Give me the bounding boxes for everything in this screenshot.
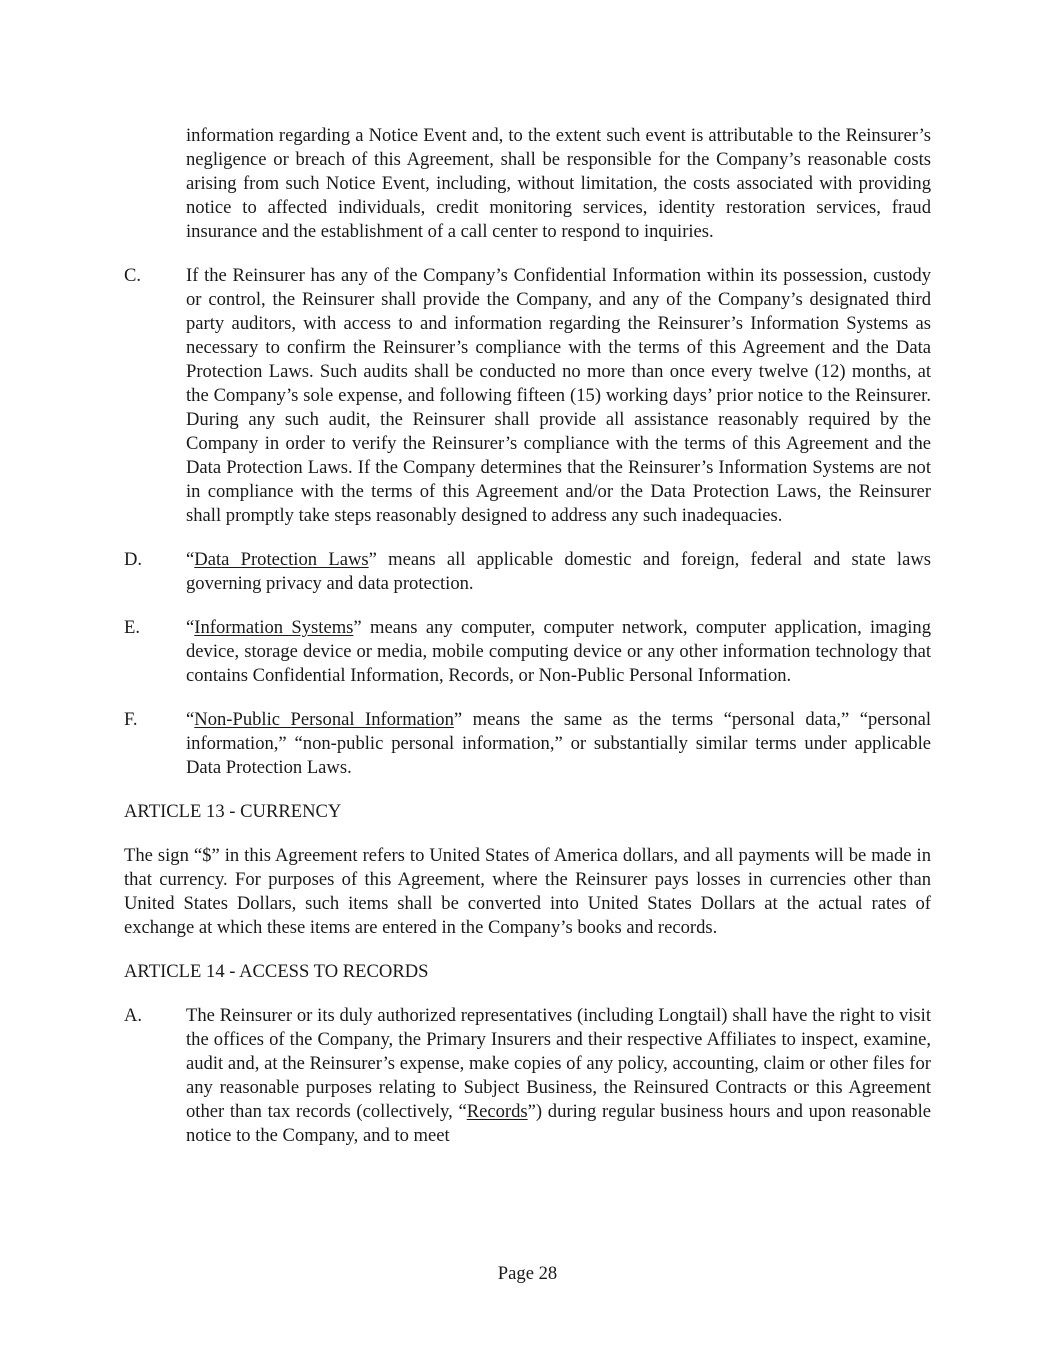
section-e-letter: E. xyxy=(124,617,141,638)
article-14-section-a xyxy=(124,1004,931,1148)
article-13-heading: ARTICLE 13 - CURRENCY xyxy=(124,801,342,822)
section-d xyxy=(124,548,931,596)
defined-term-data-protection-laws: Data Protection Laws xyxy=(194,549,369,570)
section-c-text: If the Reinsurer has any of the Company’s Confidential Information within its possession, custody or control, the Reinsurer shall provide the Company, and any of the Company’s designated third party auditors, with access to and information regarding the Reinsurer’s Information Systems as necessary to confirm the Reinsurer’s compliance with the terms of this Agreement and the Data Protection Laws. Such audits shall be conducted no more than once every twelve (12) months, at the Company’s sole expense, and following fifteen (15) working days’ prior notice to the Reinsurer. During any such audit, the Reinsurer shall provide all assistance reasonably required by the Company in order to verify the Reinsurer’s compliance with the terms of this Agreement and the Data Protection Laws. If the Company determines that the Reinsurer’s Information Systems are not in compliance with the terms of this Agreement and/or the Data Protection Laws, the Reinsurer shall promptly take steps reasonably designed to address any such inadequacies. xyxy=(186,265,931,526)
article-14-section-a-letter: A. xyxy=(124,1005,143,1026)
section-e-text xyxy=(186,616,931,688)
section-e-definition: ” means any computer, computer network, computer application, imaging device, storage device or media, mobile computing device or any other information technology that contains Confidential Information, Records, or Non-Public Personal Information. xyxy=(186,617,931,686)
section-c xyxy=(124,264,931,528)
section-d-open-quote: “ xyxy=(186,549,195,570)
document-page xyxy=(124,124,931,1148)
section-e-open-quote: “ xyxy=(186,617,195,638)
article-13-text: The sign “$” in this Agreement refers to United States of America dollars, and all payments will be made in that currency. For purposes of this Agreement, where the Reinsurer pays losses in currencies other than United States Dollars, such items shall be converted into United States Dollars at the actual rates of exchange at which these items are entered in the Company’s books and records. xyxy=(124,845,931,938)
article-14-section-a-text-after: ”) during regular business hours and upon reasonable notice to the Company, and to meet xyxy=(186,1101,931,1146)
section-f-definition: ” means the same as the terms “personal data,” “personal information,” “non-public personal information,” or substantially similar terms under applicable Data Protection Laws. xyxy=(186,709,932,778)
section-d-letter: D. xyxy=(124,549,143,570)
continuation-paragraph: information regarding a Notice Event and, to the extent such event is attributable to the Reinsurer’s negligence or breach of this Agreement, shall be responsible for the Company’s reasonable costs arising from such Notice Event, including, without limitation, the costs associated with providing notice to affected individuals, credit monitoring services, identity restoration services, fraud insurance and the establishment of a call center to respond to inquiries. xyxy=(186,125,931,242)
section-f xyxy=(124,708,931,780)
section-e xyxy=(124,616,931,688)
page-number: Page 28 xyxy=(497,1263,558,1284)
section-c-letter: C. xyxy=(124,265,142,286)
defined-term-records: Records xyxy=(466,1101,528,1122)
section-f-open-quote: “ xyxy=(186,709,195,730)
article-14-section-a-text xyxy=(186,1004,931,1148)
section-d-text xyxy=(186,548,931,596)
article-14-heading: ARTICLE 14 - ACCESS TO RECORDS xyxy=(124,961,429,982)
section-f-letter: F. xyxy=(124,709,138,730)
section-f-text xyxy=(186,708,931,780)
article-14-section-a-text-before: The Reinsurer or its duly authorized representatives (including Longtail) shall have the right to visit the offices of the Company, the Primary Insurers and their respective Affiliates to inspect, examine, audit and, at the Reinsurer’s expense, make copies of any policy, accounting, claim or other files for any reasonable purposes relating to Subject Business, the Reinsured Contracts or this Agreement other than tax records (collectively, “ xyxy=(186,1005,931,1122)
defined-term-information-systems: Information Systems xyxy=(194,617,354,638)
defined-term-non-public-personal-information: Non-Public Personal Information xyxy=(194,709,454,730)
section-d-definition: ” means all applicable domestic and foreign, federal and state laws governing privacy and data protection. xyxy=(186,549,931,594)
